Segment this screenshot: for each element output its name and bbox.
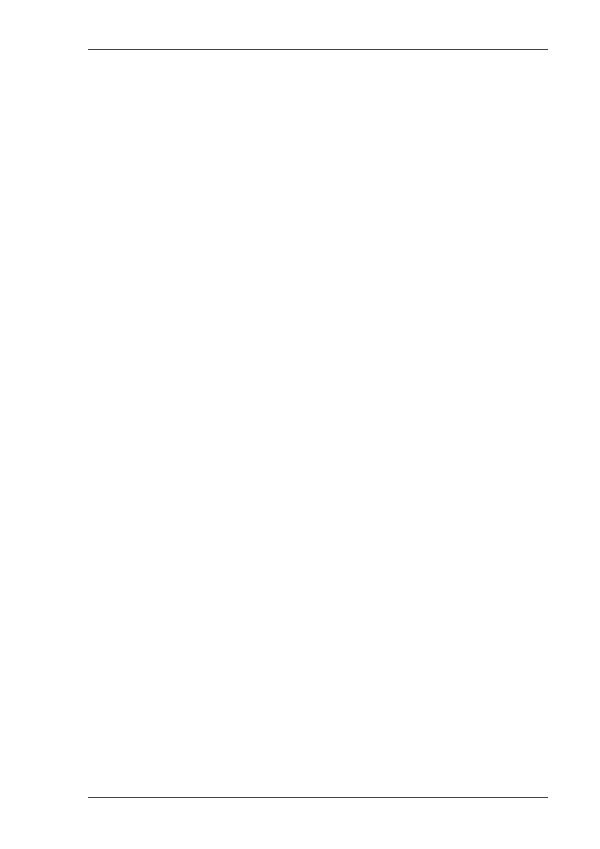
header-rule [88, 49, 548, 50]
footer-rule [88, 797, 548, 798]
running-header [88, 37, 548, 49]
